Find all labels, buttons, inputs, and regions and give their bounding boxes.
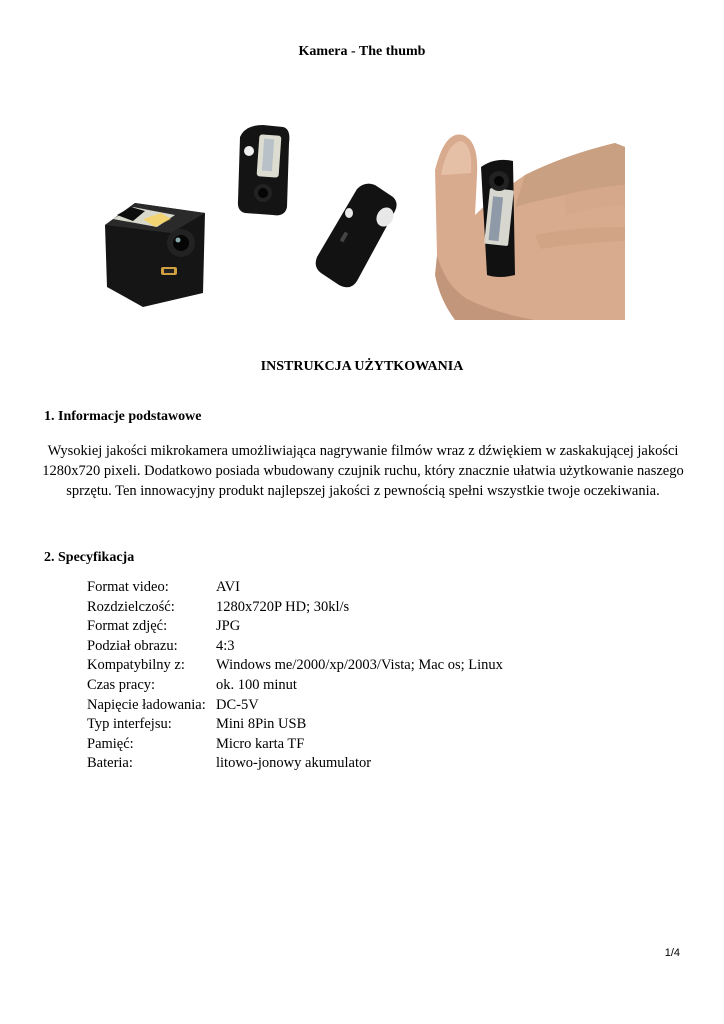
spec-key: Format video: (87, 579, 169, 595)
spec-value: Micro karta TF (216, 735, 305, 752)
spec-key: Czas pracy: (87, 676, 156, 693)
spec-value: DC-5V (216, 696, 259, 713)
spec-value: litowo-jonowy akumulator (216, 755, 372, 772)
spec-key: Typ interfejsu: (87, 716, 172, 733)
instructions-heading: INSTRUKCJA UŻYTKOWANIA (260, 359, 464, 374)
camera-front-view-image (105, 203, 205, 307)
spec-row (87, 754, 503, 774)
spec-value: Windows me/2000/xp/2003/Vista; Mac os; Linux (216, 657, 503, 674)
spec-value: AVI (216, 579, 240, 595)
spec-value: JPG (216, 618, 241, 635)
spec-value: Mini 8Pin USB (216, 716, 307, 733)
page-number: 1/4 (664, 947, 680, 959)
spec-row (87, 656, 503, 676)
spec-key: Format zdjęć: (87, 618, 168, 635)
spec-row (87, 598, 503, 618)
spec-row (87, 617, 503, 637)
spec-value: ok. 100 minut (216, 676, 297, 693)
spec-row (87, 715, 503, 735)
document-title: Kamera - The thumb (298, 44, 426, 59)
specification-list (87, 578, 503, 774)
camera-side-view-image (238, 125, 290, 215)
camera-in-hand-image (435, 134, 625, 320)
spec-key: Kompatybilny z: (87, 657, 185, 674)
section-1-paragraph: Wysokiej jakości mikrokamera umożliwiająca nagrywanie filmów wraz z dźwiękiem w zaskakującej jakości 1280x720 pixeli. Dodatkowo posiada wbudowany czujnik ruchu, który znacznie ułatwia użytkowanie naszego sprzętu. Ten innowacyjny produkt najlepszej jakości z pewnością spełni wszystkie twoje oczekiwania. (42, 443, 684, 499)
spec-row (87, 735, 503, 755)
camera-product-photos (95, 115, 635, 325)
spec-value: 4:3 (216, 637, 235, 654)
spec-key: Pamięć: (87, 735, 134, 752)
section-2-heading: 2. Specyfikacja (44, 550, 135, 565)
spec-key: Napięcie ładowania: (87, 696, 206, 713)
spec-row (87, 637, 503, 657)
spec-value: 1280x720P HD; 30kl/s (216, 598, 350, 615)
spec-key: Bateria: (87, 755, 133, 772)
spec-key: Podział obrazu: (87, 637, 178, 654)
spec-row (87, 696, 503, 716)
camera-back-view-image (316, 184, 397, 288)
section-1-heading: 1. Informacje podstawowe (44, 409, 202, 424)
spec-row (87, 676, 503, 696)
spec-key: Rozdzielczość: (87, 598, 175, 615)
spec-row (87, 578, 503, 598)
